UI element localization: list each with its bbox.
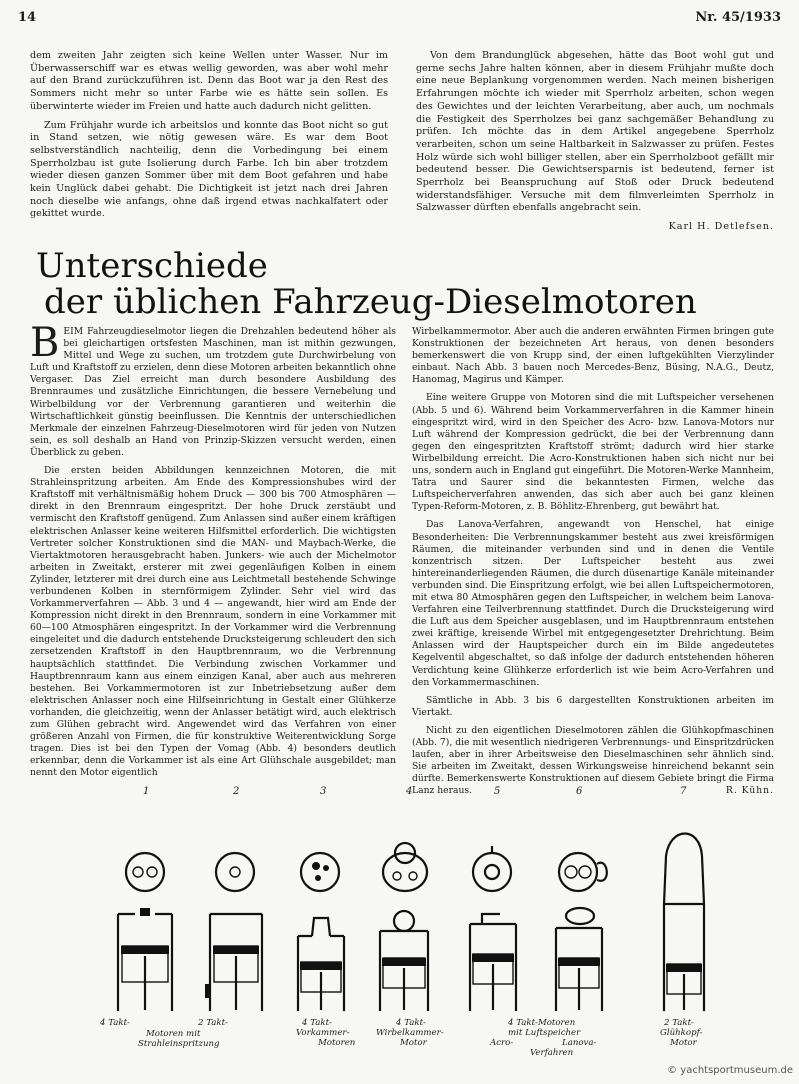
fig6-cylinder-section <box>556 908 602 1011</box>
page-number: 14 <box>18 10 37 25</box>
fig1-cylinder-section <box>118 908 172 1011</box>
paragraph <box>30 320 396 459</box>
author-signature: Karl H. Detlefsen. <box>668 221 774 233</box>
paragraph: Eine weitere Gruppe von Motoren sind die mit Luftspeicher versehenen (Abb. 5 und 6). Während beim Vorkammerverfahren in die Kammer hinein eingespritzt wird, wird in den Speicher des Acro- bzw. Lanova-Motors nur Luft während der Kompression gedrückt, die bei der Verbrennung dann gegen den eingespritzten Kraftstoff strömt; dadurch wird hier starke Wirbelbildung erreicht. Die Acro-Konstruktionen haben sich nicht nur bei uns, sondern auch in England gut eingeführt. Die Motoren-Werke Mannheim, Tatra und Saurer sind die bekanntesten Firmen, welche das Luftspeicherverfahren anwenden, das sich aber auch bei ganz kleinen Typen-Reform-Motoren, z. B. Böhlitz-Ehrenberg, gut bewährt hat. <box>412 392 774 513</box>
paragraph: Die ersten beiden Abbildungen kennzeichnen Motoren, die mit Strahleinspritzung arbeiten. Am Ende des Kompressionshubes wird der Kraftstoff mit verhältnismäßig hohem Druck — 300 bis 700 Atmosphären — direkt in den Brennraum eingespritzt. Der hohe Druck zerstäubt und vermischt den Kraftstoff genügend. Zum Anlassen sind außer einem kräftigen elektrischen Anlasser keine weiteren Hilfsmittel erforderlich. Die wichtigsten Vertreter solcher Konstruktionen sind die MAN- und Maybach-Werke, die Viertaktmotoren herausgebracht haben. Junkers- wie auch der Michelmotor arbeiten in Zweitakt, ersterer mit zwei gegenläufigen Kolben in einem Zylinder, letzterer mit drei durch eine aus Leichtmetall bestehende Schwinge verbundenen Kolben in sternförmigem Zylinder. Sehr viel wird das Vorkammerverfahren — Abb. 3 und 4 — angewandt, hier wird am Ende der Kompression nicht direkt in den Brennraum, sondern in eine Vorkammer mit 60—100 Atmosphären eingespritzt. In der Vorkammer wird die Verbrennung eingeleitet und die dadurch entstehende Drucksteigerung schleudert den sich zersetzenden Kraftstoff in den Hauptbrennraum, wo die Verbrennung hauptsächlich stattfindet. Die Verbindung zwischen Vorkammer und Hauptbrennraum kann aus einem einzigen Kanal, aber auch aus mehreren bestehen. Bei Vorkammermotoren ist zur Inbetriebsetzung außer dem elektrischen Anlasser noch eine Hilfseinrichtung in Gestalt einer Glühkerze vorhanden, die gleichzeitig, wenn der Anlasser betätigt wird, auch elektrisch zum Glühen gebracht wird. Angewendet wird das Verfahren von einer größeren Anzahl von Firmen, die für konstruktive Weiterentwicklung Sorge tragen. Dies ist bei den Typen der Vomag (Abb. 4) besonders deutlich erkennbar, denn die Vorkammer ist als eine Art Glühschale ausgebildet; man nennt den Motor eigentlich <box>30 465 396 779</box>
issue-number: Nr. 45/1933 <box>695 10 781 25</box>
paragraph: Das Lanova-Verfahren, angewandt von Henschel, hat einige Besonderheiten: Die Verbrennungskammer besteht aus zwei kreisförmigen Räumen, die miteinander verbunden sind und in denen die Ventile konzentrisch sitzen. Der Luftspeicher besteht aus zwei hintereinanderliegenden Räumen, die durch düsenartige Kanäle miteinander verbunden sind. Die Einspritzung erfolgt, wie bei allen Luftspeichermotoren, mit etwa 80 Atmosphären gegen den Luftspeicher, in welchem beim Lanova-Verfahren eine Teilverbrennung stattfindet. Durch die Drucksteigerung wird die Luft aus dem Speicher ausgeblasen, und im Hauptbrennraum entstehen zwei kräftige, kreisende Wirbel mit entgegengesetzter Drehrichtung. Beim Anlassen wird der Hauptspeicher durch ein im Bilde angedeutetes Kegelventil abgeschaltet, so daß infolge der dadurch entstehenden höheren Verdichtung keine Glühkerze erforderlich ist wie beim Acro-Verfahren und den Vorkammermaschinen. <box>412 519 774 688</box>
caption: 4 Takt- <box>396 1018 426 1028</box>
figure-number: 6 <box>576 786 583 797</box>
running-header <box>0 10 799 30</box>
engine-diagrams <box>0 786 799 1084</box>
caption: 4 Takt- <box>100 1018 130 1028</box>
drop-cap: B <box>30 320 60 366</box>
caption: 2 Takt- <box>664 1018 694 1028</box>
caption: Vorkammer- <box>296 1028 350 1038</box>
watermark: © yachtsportmuseum.de <box>667 1065 793 1076</box>
previous-article-right-column <box>416 50 774 234</box>
fig4-plan-view <box>383 843 427 891</box>
caption: 4 Takt- <box>302 1018 332 1028</box>
caption: Glühkopf- <box>660 1028 703 1038</box>
fig7-glowhead-section <box>664 834 704 1012</box>
caption: Motoren mit <box>146 1029 201 1039</box>
title-line-2: der üblichen Fahrzeug-Dieselmotoren <box>44 282 697 322</box>
author-signature: R. Kühn. <box>725 785 774 797</box>
paragraph: Von dem Brandunglück abgesehen, hätte das Boot wohl gut und gerne sechs Jahre halten können, aber in diesem Frühjahr mußte doch eine neue Beplankung vorgenommen werden. Nach meinen bisherigen Erfahrungen möchte ich wieder mit Sperrholz arbeiten, schon wegen des Gewichtes und der leichten Verarbeitung, aber auch, um nochmals die Festigkeit des Sperrholzes bei ganz sachgemäßer Behandlung zu prüfen. Ich möchte das in dem Artikel angegebene Sperrholz verarbeiten, schon um seine Haltbarkeit in Salzwasser zu prüfen. Festes Holz würde sich wohl billiger stellen, aber ein Sperrholzboot gefällt mir bedeutend besser. Die Gewichtsersparnis ist bedeutend, ferner ist Sperrholz bei Beanspruchung auf Stoß oder Druck bedeutend widerstandsfähiger. Versuche mit dem filmverleimten Sperrholz in Salzwasser dürften ebenfalls angebracht sein. <box>416 50 774 214</box>
caption: Motor <box>400 1038 427 1048</box>
caption: Motor <box>670 1038 697 1048</box>
paragraph-text: EIM Fahrzeugdieselmotor liegen die Drehzahlen bedeutend höher als bei gleichartigen ortsfesten Maschinen, man ist mithin gezwungen, Mittel und Wege zu suchen, um trotzdem gute Durchwirbelung von Luft und Kraftstoff zu erzielen, denn diese Motoren arbeiten bekanntlich ohne Vergaser. Das Ziel erreicht man durch besondere Ausbildung des Brennraumes und zusätzliche Einrichtungen, die bessere Vernebelung und Wirbelbildung vor der Verbrennung garantieren und weiterhin die Wirtschaftlichkeit günstig beeinflussen. Die Kenntnis der unterschiedlichen Merkmale der einzelnen Fahrzeug-Dieselmotoren wird für jeden von Nutzen sein, es soll deshalb an Hand von Prinzip-Skizzen versucht werden, einen Überblick zu geben. <box>30 326 396 458</box>
caption: Motoren <box>318 1038 356 1048</box>
figure-number: 2 <box>233 786 240 797</box>
article-left-column <box>30 320 396 785</box>
fig3-plan-view <box>301 853 339 891</box>
caption: Strahleinspritzung <box>138 1039 220 1049</box>
fig2-plan-view <box>216 853 254 891</box>
caption: 2 Takt- <box>198 1018 228 1028</box>
engine-sketches <box>0 796 799 1026</box>
fig2-cylinder-section <box>205 914 262 1011</box>
fig3-cylinder-section <box>298 918 344 1011</box>
figure-number: 1 <box>143 786 150 797</box>
caption: Verfahren <box>530 1048 574 1058</box>
paragraph: Wirbelkammermotor. Aber auch die anderen erwähnten Firmen bringen gute Konstruktionen der bezeichneten Art heraus, von denen besonders bemerkenswert die von Krupp sind, der einen luftgekühlten Vierzylinder einbaut. Nach Abb. 3 bauen noch Mercedes-Benz, Büsing, N.A.G., Deutz, Hanomag, Magirus und Kämper. <box>412 326 774 386</box>
fig6-plan-view <box>559 853 607 891</box>
previous-article-left-column <box>30 50 388 227</box>
paragraph: Zum Frühjahr wurde ich arbeitslos und konnte das Boot nicht so gut in Stand setzen, wie nötig gewesen wäre. Es war dem Boot selbstverständlich nachteilig, denn die Vorbedingung bei einem Sperrholzbau ist gute Isolierung durch Farbe. Ich bin aber trotzdem wieder diesen ganzen Sommer über mit dem Boot gefahren und habe kein Unglück dabei gehabt. Die Dichtigkeit ist jetzt nach drei Jahren noch dieselbe wie anfangs, ohne daß irgend etwas nachkalfatert oder gekittet wurde. <box>30 119 388 220</box>
figure-number: 3 <box>320 786 327 797</box>
caption: mit Luftspeicher <box>508 1028 581 1038</box>
paragraph: Sämtliche in Abb. 3 bis 6 dargestellten Konstruktionen arbeiten im Viertakt. <box>412 694 774 718</box>
caption: 4 Takt-Motoren <box>508 1018 576 1028</box>
title-line-1: Unterschiede <box>36 246 268 286</box>
paragraph: dem zweiten Jahr zeigten sich keine Wellen unter Wasser. Nur im Überwasserschiff war es etwas wellig geworden, was aber wohl mehr auf den Brand zurückzuführen ist. Denn das Boot war ja den Rest des Sommers nicht mehr so unter Farbe wie es hätte sein sollen. Es überwinterte wieder im Freien und hatte auch dadurch nicht gelitten. <box>30 50 388 112</box>
caption: Wirbelkammer- <box>376 1028 444 1038</box>
figure-number: 5 <box>494 786 501 797</box>
fig1-plan-view <box>126 853 164 891</box>
fig5-cylinder-section <box>470 914 516 1011</box>
paragraph-text: Nicht zu den eigentlichen Dieselmotoren zählen die Glühkopfmaschinen (Abb. 7), die mit wesentlich niedrigeren Verbrennungs- und Einspritzdrücken laufen, aber in ihrer Arbeitsweise den Dieselmaschinen sehr ähnlich sind. Sie arbeiten im Zweitakt, dessen Wirkungsweise hinreichend bekannt sein dürfte. Bemerkenswerte Konstruktionen auf diesem Gebiete bringt die Firma Lanz heraus. <box>412 724 774 797</box>
article-title <box>36 248 776 320</box>
fig5-plan-view <box>473 846 511 891</box>
fig4-cylinder-section <box>380 911 428 1011</box>
figure-number: 4 <box>406 786 413 797</box>
figure-number: 7 <box>680 786 687 797</box>
article-right-column <box>412 326 774 803</box>
caption: Acro- <box>490 1038 514 1048</box>
caption: Lanova- <box>562 1038 597 1048</box>
